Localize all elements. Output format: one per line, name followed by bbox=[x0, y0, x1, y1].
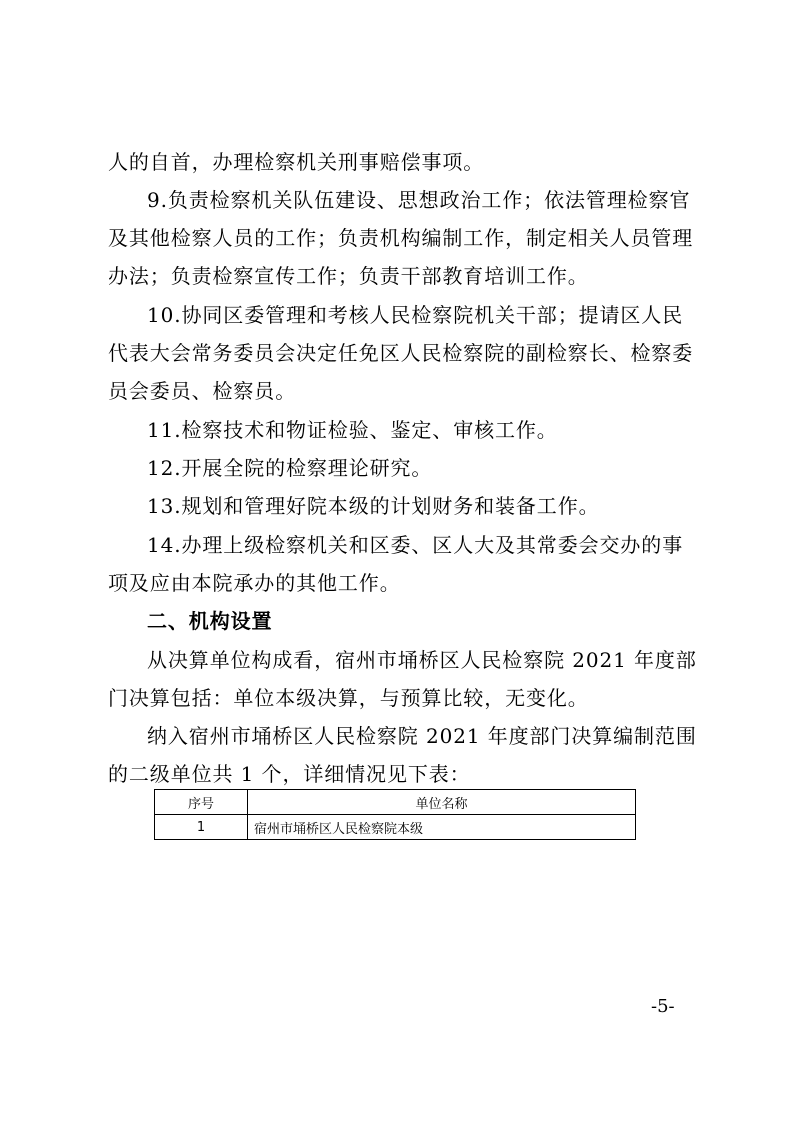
text-line: 11.检察技术和物证检验、鉴定、审核工作。 bbox=[147, 418, 558, 442]
text-line: 项及应由本院承办的其他工作。 bbox=[108, 571, 401, 595]
text-line: 门决算包括：单位本级决算，与预算比较，无变化。 bbox=[108, 686, 589, 710]
text-line: 10.协同区委管理和考核人民检察院机关干部；提请区人民 bbox=[147, 303, 684, 327]
table-cell-unit-name: 宿州市埇桥区人民检察院本级 bbox=[248, 815, 636, 840]
text-line: 代表大会常务委员会决定任免区人民检察院的副检察长、检察委 bbox=[108, 341, 694, 365]
text-line: 9.负责检察机关队伍建设、思想政治工作；依法管理检察官 bbox=[147, 188, 691, 212]
text-line: 12.开展全院的检察理论研究。 bbox=[147, 456, 433, 480]
text-line: 的二级单位共 1 个，详细情况见下表： bbox=[108, 762, 471, 786]
text-line: 从决算单位构成看，宿州市埇桥区人民检察院 2021 年度部 bbox=[147, 648, 697, 672]
text-line: 14.办理上级检察机关和区委、区人大及其常委会交办的事 bbox=[147, 533, 684, 557]
text-line: 员会委员、检察员。 bbox=[108, 379, 297, 403]
text-line: 及其他检察人员的工作；负责机构编制工作，制定相关人员管理 bbox=[108, 226, 694, 250]
text-line: 人的自首，办理检察机关刑事赔偿事项。 bbox=[108, 150, 485, 174]
section-heading: 二、机构设置 bbox=[147, 609, 273, 633]
column-header-index: 序号 bbox=[155, 790, 248, 815]
page-number: -5- bbox=[651, 996, 675, 1017]
table-header-row bbox=[155, 790, 636, 815]
text-line: 办法；负责检察宣传工作；负责干部教育培训工作。 bbox=[108, 264, 589, 288]
column-header-unit-name: 单位名称 bbox=[248, 790, 636, 815]
table-row bbox=[155, 815, 636, 840]
units-table bbox=[154, 789, 636, 840]
table-cell-index: 1 bbox=[155, 815, 248, 840]
text-line: 纳入宿州市埇桥区人民检察院 2021 年度部门决算编制范围 bbox=[147, 724, 697, 748]
text-line: 13.规划和管理好院本级的计划财务和装备工作。 bbox=[147, 494, 600, 518]
